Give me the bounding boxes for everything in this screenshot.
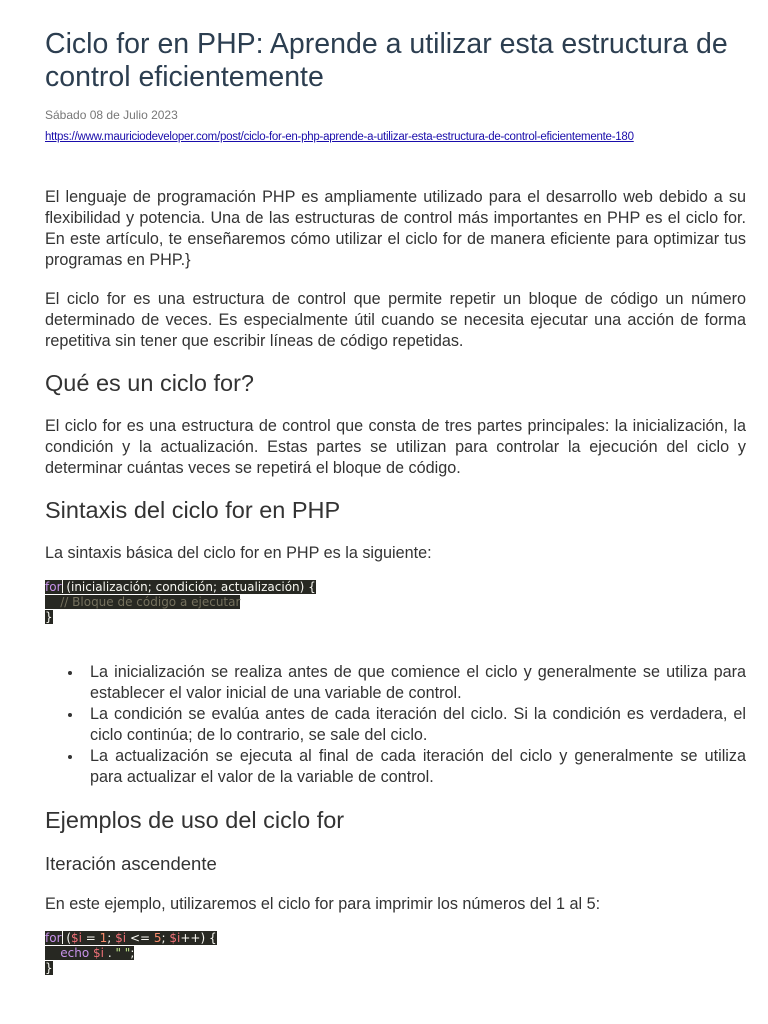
list-item: La inicialización se realiza antes de que comience el ciclo y generalmente se utiliza para establecer el valor inicial de una variable de control. (90, 663, 746, 702)
code-variable: $i (115, 931, 127, 945)
code-line-3: } (45, 961, 53, 975)
syntax-paragraph: La sintaxis básica del ciclo for en PHP es la siguiente: (45, 544, 432, 562)
code-keyword-echo: echo (60, 946, 90, 960)
section-heading-examples: Ejemplos de uso del ciclo for (45, 807, 345, 833)
examples-paragraph: En este ejemplo, utilizaremos el ciclo for para imprimir los números del 1 al 5: (45, 895, 601, 913)
code-token: . (104, 946, 116, 960)
code-number: 1 (99, 931, 108, 945)
code-comment: // Bloque de código a ejecutar (45, 595, 241, 609)
what-paragraph: El ciclo for es una estructura de control que consta de tres partes principales: la inicialización, la condición y la actualización. Estas partes se utilizan para controlar la ejecución del ciclo y determinar cuántas veces se repetirá el bloque de código. (45, 417, 746, 477)
syntax-parts-list (45, 662, 746, 788)
code-token: = (81, 931, 100, 945)
example-code-block (45, 931, 217, 976)
list-item: La actualización se ejecuta al final de cada iteración del ciclo y generalmente se utiliza para actualizar el valor de la variable de control. (90, 747, 746, 786)
code-token: ( (62, 931, 71, 945)
code-token: ; (130, 946, 135, 960)
code-string: " " (115, 946, 131, 960)
code-line-3: } (45, 610, 53, 624)
code-token: ; (161, 931, 170, 945)
intro-paragraph-1: El lenguaje de programación PHP es ampliamente utilizado para el desarrollo web debido a su flexibilidad y potencia. Una de las estructuras de control más importantes en PHP es el ciclo for. En este artículo, te enseñaremos cómo utilizar el ciclo for de manera eficiente para optimizar tus programas en PHP.} (45, 188, 746, 269)
code-number: 5 (153, 931, 162, 945)
code-keyword-for: for (45, 931, 62, 945)
post-date: Sábado 08 de Julio 2023 (45, 108, 178, 122)
code-variable: $i (169, 931, 181, 945)
code-keyword-for: for (45, 580, 62, 594)
source-link[interactable]: https://www.mauriciodeveloper.com/post/ciclo-for-en-php-aprende-a-utilizar-esta-estructura-de-control-eficientemente-180 (45, 131, 634, 143)
code-line-1: (inicialización; condición; actualización) { (62, 580, 316, 594)
page-title: Ciclo for en PHP: Aprende a utilizar esta estructura de control eficientemente (45, 28, 728, 93)
code-token: <= (126, 931, 154, 945)
section-heading-syntax: Sintaxis del ciclo for en PHP (45, 497, 341, 523)
code-variable: $i (93, 946, 104, 960)
list-item: La condición se evalúa antes de cada iteración del ciclo. Si la condición es verdadera, el ciclo continúa; de lo contrario, se sale del ciclo. (90, 705, 746, 744)
subheading-ascending: Iteración ascendente (45, 853, 217, 874)
intro-paragraph-2: El ciclo for es una estructura de control que permite repetir un bloque de código un número determinado de veces. Es especialmente útil cuando se necesita ejecutar una acción de forma repetitiva sin tener que escribir líneas de código repetidas. (45, 290, 746, 350)
section-heading-what: Qué es un ciclo for? (45, 370, 254, 396)
syntax-code-block (45, 580, 316, 625)
code-token: ++) { (180, 931, 217, 945)
code-variable: $i (71, 931, 82, 945)
code-indent (45, 946, 60, 960)
code-token: ; (107, 931, 116, 945)
